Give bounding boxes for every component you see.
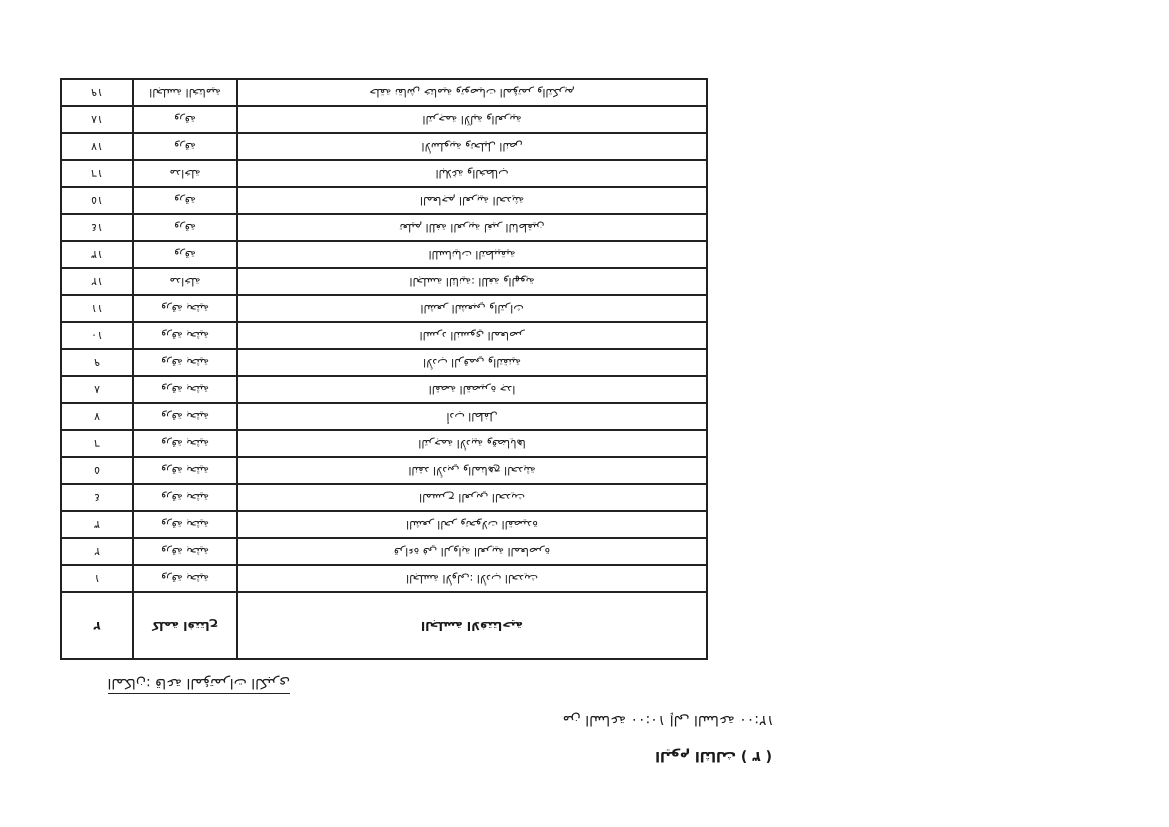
row-num: ١١	[61, 295, 133, 322]
schedule-table-block	[62, 78, 708, 660]
row-num: ٨	[61, 376, 133, 403]
header-num: ٢	[61, 592, 133, 659]
table-row	[61, 241, 707, 268]
row-num: ١٨	[61, 106, 133, 133]
row-num: ١٥	[61, 187, 133, 214]
row-type: ورقة بحثية	[133, 295, 237, 322]
row-title: الجلسة الأولى: الأدب الحديث	[237, 565, 707, 592]
schedule-table-rotated	[62, 78, 708, 660]
row-title: النقد الأدبي والمناهج الحديثة	[237, 457, 707, 484]
table-row	[61, 403, 707, 430]
row-num: ١٠	[61, 322, 133, 349]
row-title: القصة القصيرة جدا	[237, 376, 707, 403]
row-num: ٦	[61, 430, 133, 457]
row-title: الشعر الحر وتحولات القصيدة	[237, 511, 707, 538]
row-type: ورقة	[133, 106, 237, 133]
row-type: ورقة	[133, 187, 237, 214]
row-title: أدب الطفل	[237, 403, 707, 430]
table-row	[61, 484, 707, 511]
table-row	[61, 538, 707, 565]
row-title: البلاغة والخطاب	[237, 160, 707, 187]
table-row	[61, 268, 707, 295]
schedule-table	[60, 78, 708, 660]
row-type: ورقة بحثية	[133, 457, 237, 484]
row-num: ٧	[61, 403, 133, 430]
table-row	[61, 430, 707, 457]
row-title: الشعر الشعبي والتراث	[237, 295, 707, 322]
row-type: الجلسة الختامية	[133, 79, 237, 106]
row-title: تعليم اللغة العربية لغير الناطقين	[237, 214, 707, 241]
footer-notes-rotated	[62, 670, 782, 780]
row-title: المعاجم العربية الحديثة	[237, 187, 707, 214]
table-row	[61, 376, 707, 403]
row-title: الأسلوبية وتحليل النص	[237, 133, 707, 160]
row-num: ١	[61, 565, 133, 592]
row-num: ٩	[61, 349, 133, 376]
header-title: الجلسة الافتتاحية	[237, 592, 707, 659]
row-type: مداخلة	[133, 160, 237, 187]
row-type: ورقة بحثية	[133, 484, 237, 511]
row-type: ورقة بحثية	[133, 322, 237, 349]
day-heading: ( ٣ ) اليوم الثالث	[655, 748, 772, 764]
row-title: اللسانيات التطبيقية	[237, 241, 707, 268]
row-num: ١٤	[61, 214, 133, 241]
row-type: ورقة بحثية	[133, 403, 237, 430]
row-type: ورقة بحثية	[133, 565, 237, 592]
row-title: قراءة في الرواية العربية المعاصرة	[237, 538, 707, 565]
row-num: ١٣	[61, 241, 133, 268]
row-type: ورقة	[133, 241, 237, 268]
row-type: ورقة	[133, 133, 237, 160]
table-row	[61, 133, 707, 160]
row-num: ٤	[61, 484, 133, 511]
table-row	[61, 349, 707, 376]
row-num: ١٩	[61, 79, 133, 106]
row-type: ورقة بحثية	[133, 538, 237, 565]
table-row	[61, 160, 707, 187]
table-header-row	[61, 592, 707, 659]
table-row	[61, 511, 707, 538]
table-row	[61, 322, 707, 349]
table-row	[61, 295, 707, 322]
row-title: الترجمة الآلية والعربية	[237, 106, 707, 133]
row-num: ٣	[61, 511, 133, 538]
row-title: الأدب الرقمي والتقنية	[237, 349, 707, 376]
row-type: ورقة بحثية	[133, 349, 237, 376]
row-num: ١٦	[61, 160, 133, 187]
footer-notes	[62, 670, 782, 780]
row-type: ورقة بحثية	[133, 376, 237, 403]
row-type: ورقة	[133, 214, 237, 241]
row-num: ١٢	[61, 268, 133, 295]
row-title: السرد النسوي المعاصر	[237, 322, 707, 349]
table-row	[61, 457, 707, 484]
row-type: ورقة بحثية	[133, 430, 237, 457]
row-title: الجلسة الثانية: اللغة والهوية	[237, 268, 707, 295]
table-row	[61, 79, 707, 106]
row-num: ٢	[61, 538, 133, 565]
row-title: المسرح العربي الحديث	[237, 484, 707, 511]
time-range: من الساعة ١٠:٠٠ إلى الساعة ١٢:٠٠	[562, 712, 774, 728]
row-type: ورقة بحثية	[133, 511, 237, 538]
table-row	[61, 565, 707, 592]
table-row	[61, 187, 707, 214]
row-num: ١٧	[61, 133, 133, 160]
row-type: مداخلة	[133, 268, 237, 295]
table-row	[61, 106, 707, 133]
row-title: حلقة نقاش ختامية وتوصيات المؤتمر والتكريم	[237, 79, 707, 106]
header-type: كلمة افتتاح	[133, 592, 237, 659]
table-row	[61, 214, 707, 241]
row-title: الترجمة الأدبية وقضاياها	[237, 430, 707, 457]
row-num: ٥	[61, 457, 133, 484]
venue-note: المكان: قاعة المؤتمرات الكبرى	[108, 675, 290, 694]
